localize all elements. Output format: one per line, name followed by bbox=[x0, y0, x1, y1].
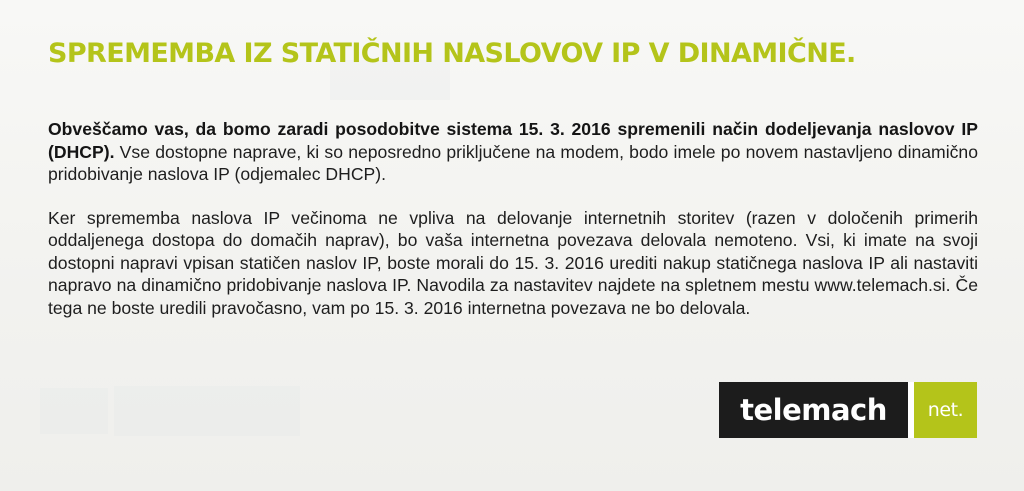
telemach-net-logo bbox=[719, 382, 977, 438]
show-through-block-center bbox=[114, 386, 300, 436]
paragraph-intro-bold: Obveščamo vas, da bomo zaradi posodobitve sistema 15. 3. 2016 spremenili način dodeljevanja naslovov IP (DHCP). bbox=[48, 119, 978, 162]
paragraph-intro bbox=[48, 118, 978, 186]
show-through-block-left bbox=[40, 388, 108, 434]
paragraph-intro-regular: Vse dostopne naprave, ki so neposredno priključene na modem, bodo imele po novem nastavljeno dinamično pridobivanje naslova IP (odjemalec DHCP). bbox=[48, 141, 978, 184]
notice-body bbox=[48, 118, 978, 340]
headline: SPREMEMBA IZ STATIČNIH NASLOVOV IP V DINAMIČNE. bbox=[48, 38, 856, 69]
logo-product: net. bbox=[914, 382, 977, 438]
paragraph-details: Ker sprememba naslova IP večinoma ne vpliva na delovanje internetnih storitev (razen v določenih primerih oddaljenega dostopa do domačih naprav), bo vaša internetna povezava delovala nemoteno. Vsi, ki imate na svoji dostopni napravi vpisan statičen naslov IP, boste morali do 15. 3. 2016 urediti nakup statičnega naslova IP ali nastaviti napravo na dinamično pridobivanje naslova IP. Navodila za nastavitev najdete na spletnem mestu www.telemach.si. Če tega ne boste uredili pravočasno, vam po 15. 3. 2016 internetna povezava ne bo delovala. bbox=[48, 207, 978, 318]
logo-brand: telemach bbox=[719, 382, 908, 438]
